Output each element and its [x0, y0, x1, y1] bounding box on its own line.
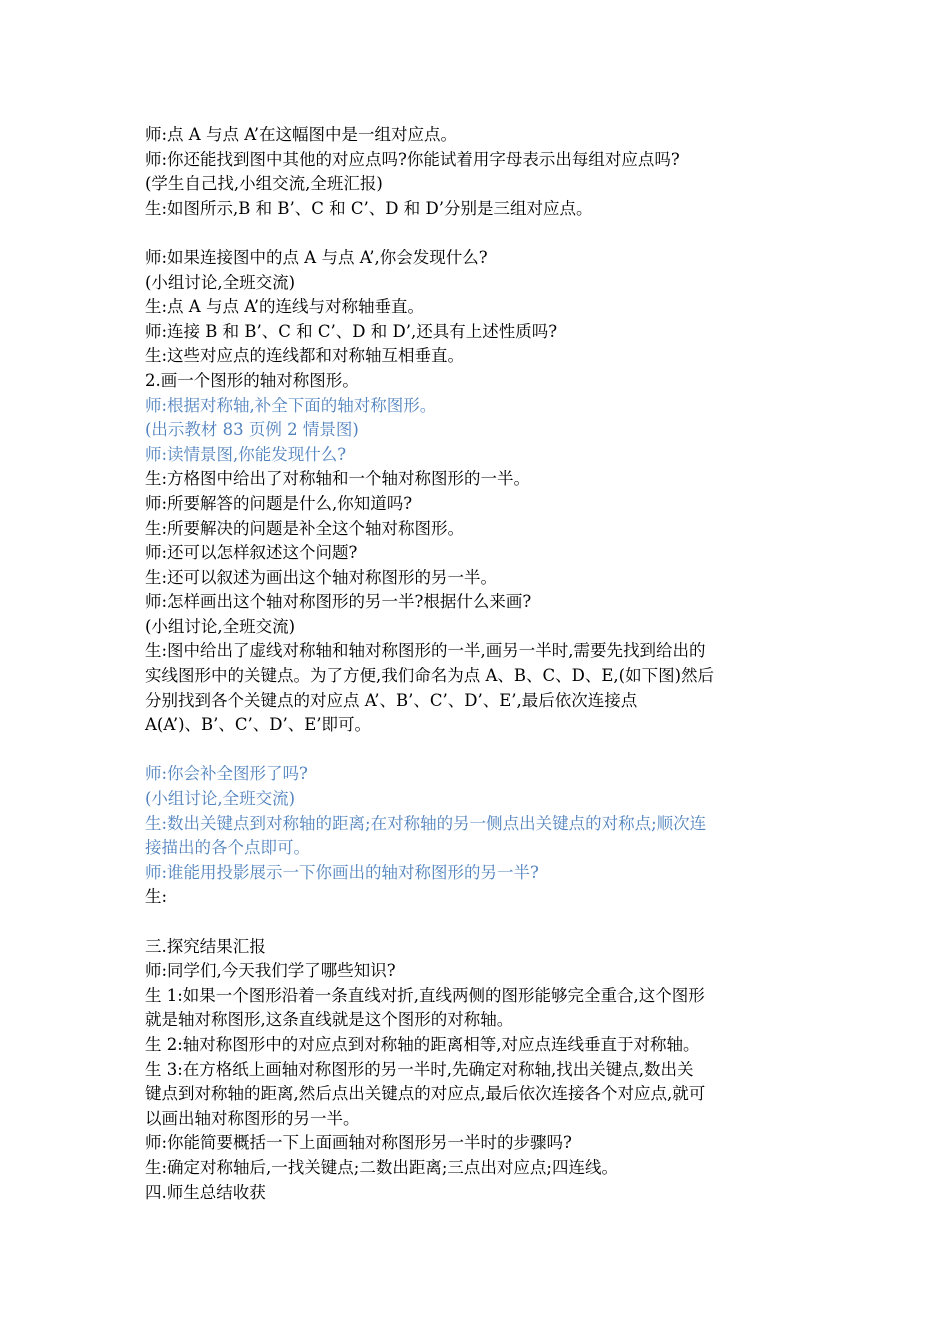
text-line: 键点到对称轴的距离,然后点出关键点的对应点,最后依次连接各个对应点,就可 — [145, 1084, 706, 1104]
text-line: 师:连接 B 和 B’、C 和 C’、D 和 D’,还具有上述性质吗? — [145, 321, 558, 341]
text-line: 以画出轴对称图形的另一半。 — [145, 1108, 360, 1128]
text-line: 生:点 A 与点 A’的连线与对称轴垂直。 — [145, 297, 424, 317]
text-line: (小组讨论,全班交流) — [145, 272, 296, 292]
text-line: 生:确定对称轴后,一找关键点;二数出距离;三点出对应点;四连线。 — [145, 1157, 618, 1177]
blank-line — [145, 910, 810, 935]
text-line: 生:方格图中给出了对称轴和一个轴对称图形的一半。 — [145, 469, 531, 489]
text-line: 四.师生总结收获 — [145, 1182, 266, 1202]
text-line: 三.探究结果汇报 — [145, 936, 266, 956]
text-line: 实线图形中的关键点。为了方便,我们命名为点 A、B、C、D、E,(如下图)然后 — [145, 666, 715, 686]
text-line: 就是轴对称图形,这条直线就是这个图形的对称轴。 — [145, 1010, 514, 1030]
text-line: (出示教材 83 页例 2 情景图) — [145, 420, 359, 440]
text-line: 师:点 A 与点 A’在这幅图中是一组对应点。 — [145, 125, 457, 144]
text-line: 师:还可以怎样叙述这个问题? — [145, 543, 358, 563]
text-line: 师:如果连接图中的点 A 与点 A’,你会发现什么? — [145, 247, 488, 267]
text-line: 生:还可以叙述为画出这个轴对称图形的另一半。 — [145, 567, 498, 587]
text-line: 2.画一个图形的轴对称图形。 — [145, 370, 359, 390]
text-line: 师:你会补全图形了吗? — [145, 764, 308, 784]
text-line: 师:你能简要概括一下上面画轴对称图形另一半时的步骤吗? — [145, 1133, 572, 1153]
text-line: 师:同学们,今天我们学了哪些知识? — [145, 961, 396, 981]
text-line: 生 3:在方格纸上画轴对称图形的另一半时,先确定对称轴,找出关键点,数出关 — [145, 1059, 694, 1079]
text-line: A(A’)、B’、C’、D’、E’即可。 — [145, 715, 372, 735]
text-line: 师:读情景图,你能发现什么? — [145, 444, 347, 464]
text-line: 师:怎样画出这个轴对称图形的另一半?根据什么来画? — [145, 592, 532, 612]
text-line: 生: — [145, 887, 168, 907]
text-line: 生:如图所示,B 和 B’、C 和 C’、D 和 D’分别是三组对应点。 — [145, 198, 593, 218]
text-line: 师:谁能用投影展示一下你画出的轴对称图形的另一半? — [145, 862, 539, 882]
text-line: (小组讨论,全班交流) — [145, 789, 296, 809]
text-line: 生:所要解决的问题是补全这个轴对称图形。 — [145, 518, 465, 538]
text-line: 生:图中给出了虚线对称轴和轴对称图形的一半,画另一半时,需要先找到给出的 — [145, 641, 706, 661]
text-line: (小组讨论,全班交流) — [145, 616, 296, 636]
blank-line — [145, 738, 810, 763]
text-line: 生:这些对应点的连线都和对称轴互相垂直。 — [145, 346, 465, 366]
text-line: 师:所要解答的问题是什么,你知道吗? — [145, 493, 413, 513]
text-line: 师:根据对称轴,补全下面的轴对称图形。 — [145, 395, 437, 415]
text-line: 师:你还能找到图中其他的对应点吗?你能试着用字母表示出每组对应点吗? — [145, 149, 680, 169]
text-line: 生:数出关键点到对称轴的距离;在对称轴的另一侧点出关键点的对称点;顺次连 — [145, 813, 707, 833]
text-line: 生 2:轴对称图形中的对应点到对称轴的距离相等,对应点连线垂直于对称轴。 — [145, 1034, 700, 1054]
text-line: 分别找到各个关键点的对应点 A’、B’、C’、D’、E’,最后依次连接点 — [145, 690, 638, 710]
document-body — [145, 123, 810, 1205]
text-line: 生 1:如果一个图形沿着一条直线对折,直线两侧的图形能够完全重合,这个图形 — [145, 985, 705, 1005]
blank-line — [145, 221, 810, 246]
text-line: 接描出的各个点即可。 — [145, 838, 310, 858]
text-line: (学生自己找,小组交流,全班汇报) — [145, 174, 383, 194]
